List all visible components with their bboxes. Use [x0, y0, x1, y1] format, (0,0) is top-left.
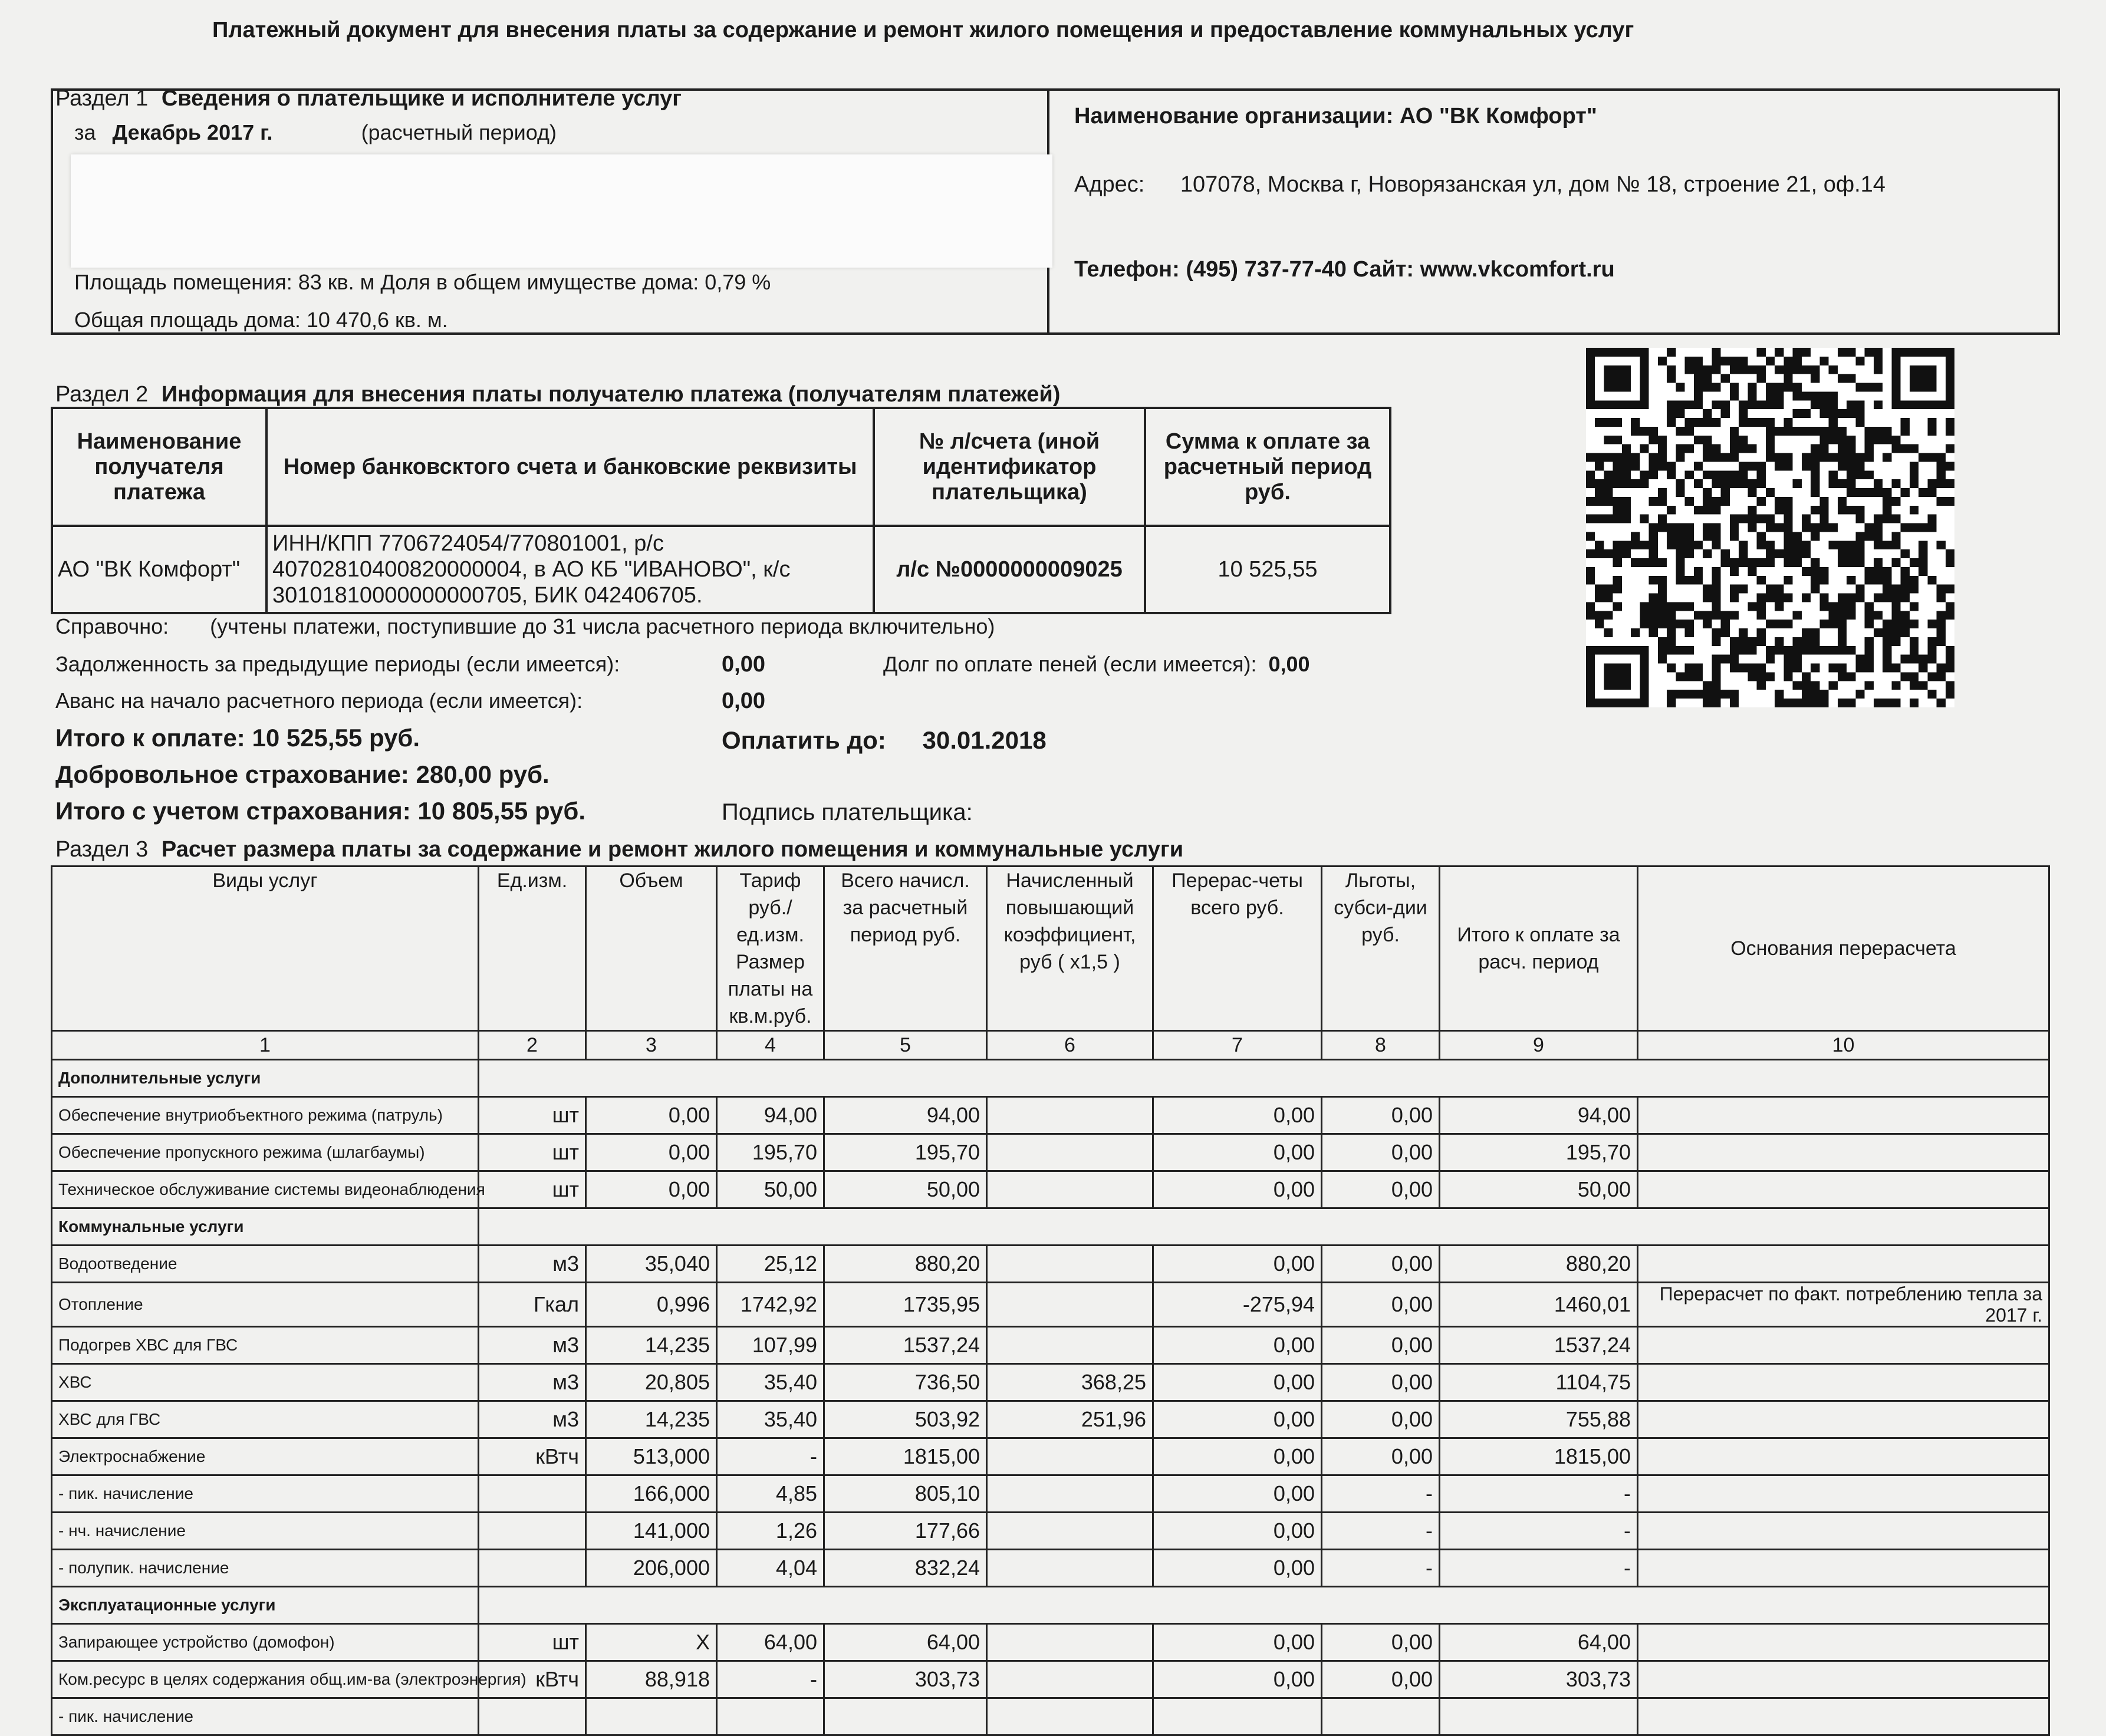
group-filler	[479, 1587, 2049, 1624]
total-charged: 503,92	[824, 1401, 987, 1438]
unit: шт	[479, 1171, 586, 1208]
col-header-tariff: Тариф руб./ед.изм. Размер платы на кв.м.руб.	[717, 867, 824, 1031]
coefficient	[987, 1246, 1153, 1283]
recalc-reason	[1638, 1698, 2049, 1735]
benefits: 0,00	[1322, 1661, 1440, 1698]
total-charged: 736,50	[824, 1364, 987, 1401]
coefficient	[987, 1698, 1153, 1735]
total-charged: 64,00	[824, 1624, 987, 1661]
table-row	[52, 1661, 2049, 1698]
pay-by-label: Оплатить до:	[722, 726, 886, 754]
period-note: (расчетный период)	[361, 120, 557, 144]
total-charged: 1815,00	[824, 1438, 987, 1475]
section1-heading: Сведения о плательщике и исполнителе услуг	[161, 86, 682, 111]
amount-to-pay: -	[1440, 1550, 1638, 1587]
table-row	[52, 1246, 2049, 1283]
col-index: 6	[987, 1031, 1153, 1060]
amount-to-pay: 1815,00	[1440, 1438, 1638, 1475]
table-row	[52, 1283, 2049, 1327]
amount-to-pay: 880,20	[1440, 1246, 1638, 1283]
recalc-reason	[1638, 1513, 2049, 1550]
unit: м3	[479, 1364, 586, 1401]
account-number: л/с №0000000009025	[874, 526, 1145, 613]
col-header-benefits: Льготы, субси-дии руб.	[1322, 867, 1440, 1031]
volume: 0,00	[586, 1097, 717, 1134]
volume: Х	[586, 1624, 717, 1661]
amount-to-pay: -	[1440, 1475, 1638, 1513]
group-title: Дополнительные услуги	[52, 1060, 479, 1097]
amount-to-pay: 50,00	[1440, 1171, 1638, 1208]
tariff: 94,00	[717, 1097, 824, 1134]
service-name: - полупик. начисление	[52, 1550, 479, 1587]
group-row	[52, 1587, 2049, 1624]
benefits: 0,00	[1322, 1246, 1440, 1283]
period-prefix: за	[74, 120, 96, 144]
account-header: № л/счета (иной идентификатор плательщика)	[874, 408, 1145, 526]
benefits: 0,00	[1322, 1283, 1440, 1327]
org-contacts: Телефон: (495) 737-77-40 Сайт: www.vkcomfort.ru	[1074, 257, 1615, 282]
group-title: Коммунальные услуги	[52, 1208, 479, 1246]
service-name: Электроснабжение	[52, 1438, 479, 1475]
recalculation: 0,00	[1153, 1327, 1322, 1364]
unit	[479, 1550, 586, 1587]
payment-recipient-table	[51, 407, 1391, 614]
address-value: 107078, Москва г, Новорязанская ул, дом № 18, строение 21, оф.14	[1180, 172, 1885, 197]
volume: 513,000	[586, 1438, 717, 1475]
period-value: Декабрь 2017 г.	[112, 120, 273, 144]
service-name: Отопление	[52, 1283, 479, 1327]
group-filler	[479, 1208, 2049, 1246]
table-row	[52, 1364, 2049, 1401]
col-index: 5	[824, 1031, 987, 1060]
amount-to-pay: 1460,01	[1440, 1283, 1638, 1327]
recipient-name: АО "ВК Комфорт"	[52, 526, 266, 613]
total-charged: 832,24	[824, 1550, 987, 1587]
col-header-reason: Основания перерасчета	[1638, 867, 2049, 1031]
recalculation: 0,00	[1153, 1246, 1322, 1283]
recalc-reason	[1638, 1550, 2049, 1587]
volume	[586, 1698, 717, 1735]
service-name: Обеспечение пропускного режима (шлагбаумы)	[52, 1134, 479, 1171]
service-name: - пик. начисление	[52, 1475, 479, 1513]
penalty-label: Долг по оплате пеней (если имеется):	[883, 652, 1257, 676]
table-row	[52, 1513, 2049, 1550]
total-charged: 94,00	[824, 1097, 987, 1134]
bank-details: ИНН/КПП 7706724054/770801001, р/с 40702810400820000004, в АО КБ "ИВАНОВО", к/с 30101810000000000705, БИК 042406705.	[266, 526, 874, 613]
col-index: 8	[1322, 1031, 1440, 1060]
document-title: Платежный документ для внесения платы за содержание и ремонт жилого помещения и предоставление коммунальных услуг	[212, 18, 1634, 42]
unit: кВтч	[479, 1661, 586, 1698]
charges-header-row	[52, 867, 2049, 1031]
unit	[479, 1698, 586, 1735]
amount-due: 10 525,55	[1145, 526, 1390, 613]
unit: Гкал	[479, 1283, 586, 1327]
amount-to-pay: 1104,75	[1440, 1364, 1638, 1401]
debt-value: 0,00	[722, 652, 765, 677]
service-name: ХВС для ГВС	[52, 1401, 479, 1438]
recalculation	[1153, 1698, 1322, 1735]
recalculation: 0,00	[1153, 1364, 1322, 1401]
section2-title	[55, 382, 1060, 407]
house-area-line: Общая площадь дома: 10 470,6 кв. м.	[74, 308, 448, 332]
tariff: 35,40	[717, 1401, 824, 1438]
unit: м3	[479, 1246, 586, 1283]
service-name: Водоотведение	[52, 1246, 479, 1283]
amount-to-pay: 755,88	[1440, 1401, 1638, 1438]
col-index: 4	[717, 1031, 824, 1060]
total-charged: 1735,95	[824, 1283, 987, 1327]
col-header-unit: Ед.изм.	[479, 867, 586, 1031]
table-row	[52, 1698, 2049, 1735]
col-header-recalc: Перерас-четы всего руб.	[1153, 867, 1322, 1031]
recalc-reason	[1638, 1246, 2049, 1283]
table-row	[52, 1438, 2049, 1475]
service-name: ХВС	[52, 1364, 479, 1401]
recalc-reason	[1638, 1475, 2049, 1513]
volume: 20,805	[586, 1364, 717, 1401]
col-header-total: Всего начисл. за расчетный период руб.	[824, 867, 987, 1031]
insurance-amount: Добровольное страхование: 280,00 руб.	[55, 760, 549, 788]
col-index: 7	[1153, 1031, 1322, 1060]
volume: 14,235	[586, 1327, 717, 1364]
section3-title	[55, 837, 1183, 862]
redacted-payer-block	[71, 154, 1052, 268]
recalc-reason	[1638, 1327, 2049, 1364]
coefficient	[987, 1475, 1153, 1513]
coefficient	[987, 1171, 1153, 1208]
unit: м3	[479, 1401, 586, 1438]
recalculation: 0,00	[1153, 1171, 1322, 1208]
volume: 0,00	[586, 1134, 717, 1171]
volume: 35,040	[586, 1246, 717, 1283]
tariff: 50,00	[717, 1171, 824, 1208]
recalc-reason	[1638, 1171, 2049, 1208]
charges-body	[52, 1060, 2049, 1735]
section2-heading: Информация для внесения платы получателю платежа (получателям платежей)	[161, 382, 1061, 407]
payer-signature: Подпись плательщика:	[722, 799, 973, 825]
col-index: 9	[1440, 1031, 1638, 1060]
coefficient	[987, 1661, 1153, 1698]
benefits: 0,00	[1322, 1364, 1440, 1401]
recalc-reason	[1638, 1364, 2049, 1401]
table-row	[52, 1401, 2049, 1438]
volume: 88,918	[586, 1661, 717, 1698]
total-charged: 195,70	[824, 1134, 987, 1171]
tariff: 35,40	[717, 1364, 824, 1401]
table-row	[52, 1624, 2049, 1661]
coefficient	[987, 1550, 1153, 1587]
amount-to-pay	[1440, 1698, 1638, 1735]
org-name: Наименование организации: АО "ВК Комфорт"	[1074, 104, 1597, 129]
recalculation: 0,00	[1153, 1401, 1322, 1438]
benefits: 0,00	[1322, 1327, 1440, 1364]
debt-label: Задолженность за предыдущие периоды (если имеется):	[55, 652, 620, 676]
penalty-row	[883, 652, 1310, 677]
pay-by	[722, 726, 1047, 755]
total-charged: 1537,24	[824, 1327, 987, 1364]
unit	[479, 1475, 586, 1513]
benefits: 0,00	[1322, 1097, 1440, 1134]
total-charged: 805,10	[824, 1475, 987, 1513]
col-header-pay: Итого к оплате за расч. период	[1440, 867, 1638, 1031]
coefficient	[987, 1134, 1153, 1171]
total-charged: 880,20	[824, 1246, 987, 1283]
recalc-reason: Перерасчет по факт. потреблению тепла за 2017 г.	[1638, 1283, 2049, 1327]
volume: 166,000	[586, 1475, 717, 1513]
period-row	[74, 120, 557, 145]
recalculation: 0,00	[1153, 1438, 1322, 1475]
coefficient	[987, 1097, 1153, 1134]
table-row	[52, 1134, 2049, 1171]
qr-code	[1586, 348, 1954, 707]
benefits: 0,00	[1322, 1171, 1440, 1208]
service-name: Обеспечение внутриобъектного режима (патруль)	[52, 1097, 479, 1134]
tariff: 195,70	[717, 1134, 824, 1171]
table-row	[52, 1475, 2049, 1513]
charges-table	[51, 865, 2050, 1736]
unit: шт	[479, 1134, 586, 1171]
col-header-service: Виды услуг	[52, 867, 479, 1031]
volume: 206,000	[586, 1550, 717, 1587]
coefficient	[987, 1327, 1153, 1364]
amount-to-pay: 195,70	[1440, 1134, 1638, 1171]
tariff	[717, 1698, 824, 1735]
amount-to-pay: 1537,24	[1440, 1327, 1638, 1364]
tariff: -	[717, 1438, 824, 1475]
benefits: 0,00	[1322, 1134, 1440, 1171]
bank-header: Номер банковсктого счета и банковские реквизиты	[266, 408, 874, 526]
coefficient	[987, 1513, 1153, 1550]
unit	[479, 1513, 586, 1550]
volume: 0,996	[586, 1283, 717, 1327]
recalc-reason	[1638, 1438, 2049, 1475]
benefits: -	[1322, 1513, 1440, 1550]
service-name: - пик. начисление	[52, 1698, 479, 1735]
col-header-coefficient: Начисленный повышающий коэффициент, руб ( х1,5 )	[987, 867, 1153, 1031]
table-row	[52, 1171, 2049, 1208]
recalculation: 0,00	[1153, 1134, 1322, 1171]
benefits: -	[1322, 1550, 1440, 1587]
col-index: 3	[586, 1031, 717, 1060]
coefficient	[987, 1624, 1153, 1661]
table-row	[52, 1550, 2049, 1587]
benefits: 0,00	[1322, 1438, 1440, 1475]
tariff: 1742,92	[717, 1283, 824, 1327]
charges-index-row	[52, 1031, 2049, 1060]
col-header-volume: Объем	[586, 867, 717, 1031]
reference-label: Справочно:	[55, 614, 169, 638]
coefficient	[987, 1283, 1153, 1327]
recalculation: 0,00	[1153, 1661, 1322, 1698]
recalculation: 0,00	[1153, 1475, 1322, 1513]
group-row	[52, 1060, 2049, 1097]
reference-line	[55, 614, 995, 639]
volume: 141,000	[586, 1513, 717, 1550]
recalculation: 0,00	[1153, 1097, 1322, 1134]
unit: шт	[479, 1097, 586, 1134]
service-name: Запирающее устройство (домофон)	[52, 1624, 479, 1661]
recipient-header: Наименование получателя платежа	[52, 408, 266, 526]
recalc-reason	[1638, 1134, 2049, 1171]
recalc-reason	[1638, 1661, 2049, 1698]
recalculation: 0,00	[1153, 1624, 1322, 1661]
amount-to-pay: 303,73	[1440, 1661, 1638, 1698]
unit: м3	[479, 1327, 586, 1364]
coefficient	[987, 1438, 1153, 1475]
col-index: 10	[1638, 1031, 2049, 1060]
penalty-value: 0,00	[1268, 652, 1310, 676]
amount-to-pay: -	[1440, 1513, 1638, 1550]
total-charged: 303,73	[824, 1661, 987, 1698]
tariff: 1,26	[717, 1513, 824, 1550]
amount-to-pay: 94,00	[1440, 1097, 1638, 1134]
tariff: 4,85	[717, 1475, 824, 1513]
coefficient: 368,25	[987, 1364, 1153, 1401]
table-row	[52, 1097, 2049, 1134]
tariff: 4,04	[717, 1550, 824, 1587]
coefficient: 251,96	[987, 1401, 1153, 1438]
col-index: 2	[479, 1031, 586, 1060]
pay-by-date: 30.01.2018	[922, 726, 1047, 754]
address-label: Адрес:	[1074, 172, 1145, 197]
volume: 14,235	[586, 1401, 717, 1438]
unit: кВтч	[479, 1438, 586, 1475]
col-index: 1	[52, 1031, 479, 1060]
amount-to-pay: 64,00	[1440, 1624, 1638, 1661]
section3-heading: Расчет размера платы за содержание и ремонт жилого помещения и коммунальные услуги	[161, 837, 1184, 862]
group-title: Эксплуатационные услуги	[52, 1587, 479, 1624]
amount-header: Сумма к оплате за расчетный период руб.	[1145, 408, 1390, 526]
table-row	[52, 1327, 2049, 1364]
total-charged: 177,66	[824, 1513, 987, 1550]
tariff: 64,00	[717, 1624, 824, 1661]
benefits	[1322, 1698, 1440, 1735]
org-address-row	[1074, 172, 1885, 197]
benefits: 0,00	[1322, 1624, 1440, 1661]
benefits: -	[1322, 1475, 1440, 1513]
benefits: 0,00	[1322, 1401, 1440, 1438]
tariff: 107,99	[717, 1327, 824, 1364]
section1-label: Раздел 1	[55, 86, 149, 111]
tariff: -	[717, 1661, 824, 1698]
section3-label: Раздел 3	[55, 837, 149, 862]
area-line: Площадь помещения: 83 кв. м Доля в общем имуществе дома: 0,79 %	[74, 270, 771, 294]
recalc-reason	[1638, 1401, 2049, 1438]
tariff: 25,12	[717, 1246, 824, 1283]
recalc-reason	[1638, 1097, 2049, 1134]
unit: шт	[479, 1624, 586, 1661]
service-name: - нч. начисление	[52, 1513, 479, 1550]
total-charged	[824, 1698, 987, 1735]
recalculation: -275,94	[1153, 1283, 1322, 1327]
total-with-insurance: Итого с учетом страхования: 10 805,55 руб.	[55, 797, 586, 825]
total-charged: 50,00	[824, 1171, 987, 1208]
advance-value: 0,00	[722, 689, 765, 713]
volume: 0,00	[586, 1171, 717, 1208]
recalculation: 0,00	[1153, 1550, 1322, 1587]
reference-note: (учтены платежи, поступившие до 31 числа расчетного периода включительно)	[210, 614, 995, 638]
service-name: Подогрев ХВС для ГВС	[52, 1327, 479, 1364]
recalculation: 0,00	[1153, 1513, 1322, 1550]
section2-label: Раздел 2	[55, 382, 149, 407]
group-row	[52, 1208, 2049, 1246]
total-due: Итого к оплате: 10 525,55 руб.	[55, 724, 420, 752]
service-name: Ком.ресурс в целях содержания общ.им-ва (электроэнергия)	[52, 1661, 479, 1698]
advance-label: Аванс на начало расчетного периода (если имеется):	[55, 689, 583, 713]
group-filler	[479, 1060, 2049, 1097]
recalc-reason	[1638, 1624, 2049, 1661]
service-name: Техническое обслуживание системы видеонаблюдения	[52, 1171, 479, 1208]
